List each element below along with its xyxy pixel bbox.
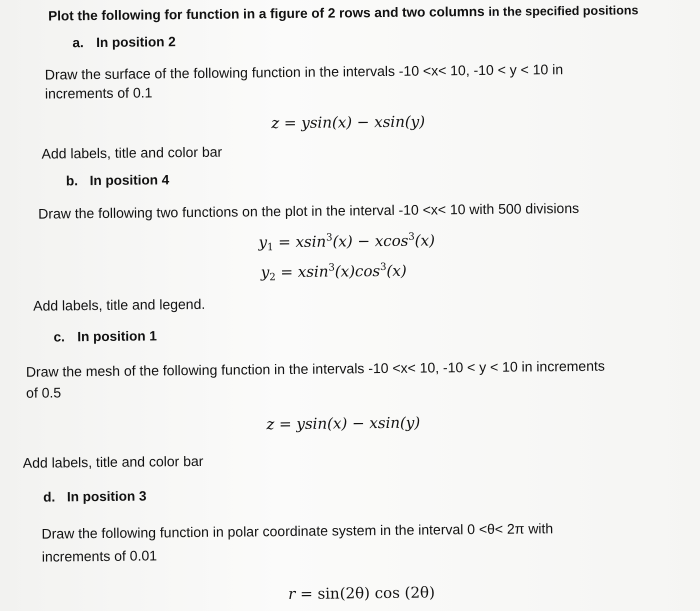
part-b-footer: Add labels, title and legend. <box>33 295 206 314</box>
part-d-equation: r = sin(2θ) cos (2θ) <box>288 583 435 604</box>
part-b-title: In position 4 <box>89 172 170 189</box>
part-c-equation: z = ysin(x) − xsin(y) <box>266 413 421 434</box>
part-a-desc-line2: increments of 0.1 <box>44 84 153 102</box>
part-c-desc-line1: Draw the mesh of the following function in the intervals -10 <x< 10, -10 < y < 10 in increments <box>25 357 605 380</box>
part-a-title: In position 2 <box>96 34 176 50</box>
part-d-desc-line1: Draw the following function in polar coordinate system in the interval 0 <θ< 2π with <box>41 520 554 542</box>
part-d-title: In position 3 <box>66 488 147 505</box>
part-c-desc-line2: of 0.5 <box>26 384 62 401</box>
part-b-marker: b. <box>65 173 78 189</box>
part-c-title: In position 1 <box>77 328 157 345</box>
part-c-heading <box>53 328 156 344</box>
part-c-marker: c. <box>53 329 65 345</box>
intro-text <box>48 2 638 23</box>
part-d-heading <box>43 488 146 504</box>
intro-tail: in the specified positions <box>488 3 639 19</box>
part-c-footer: Add labels, title and color bar <box>22 452 204 471</box>
intro-main: Plot the following for function in a figure of 2 rows and two columns <box>48 3 485 24</box>
part-b-desc-line1: Draw the following two functions on the plot in the interval -10 <x< 10 with 500 divisions <box>38 199 580 222</box>
part-a-heading <box>72 34 175 50</box>
part-a-desc-line1: Draw the surface of the following function in the intervals -10 <x< 10, -10 < y < 10 in <box>44 61 564 83</box>
part-b-equation-2: $y_2 = xsin^3(x)\cos^3(x)$ <box>260 261 407 284</box>
part-d-desc-line2: increments of 0.01 <box>41 547 158 565</box>
part-b-equation-1: $y_1 = xsin^3(x) - xcos^3(x)$ <box>258 231 436 254</box>
part-a-equation: z = ysin(x) − xsin(y) <box>271 112 426 133</box>
part-d-marker: d. <box>43 489 56 505</box>
part-b-heading <box>66 172 169 188</box>
part-a-footer: Add labels, title and color bar <box>41 143 223 162</box>
part-a-marker: a. <box>72 35 84 51</box>
